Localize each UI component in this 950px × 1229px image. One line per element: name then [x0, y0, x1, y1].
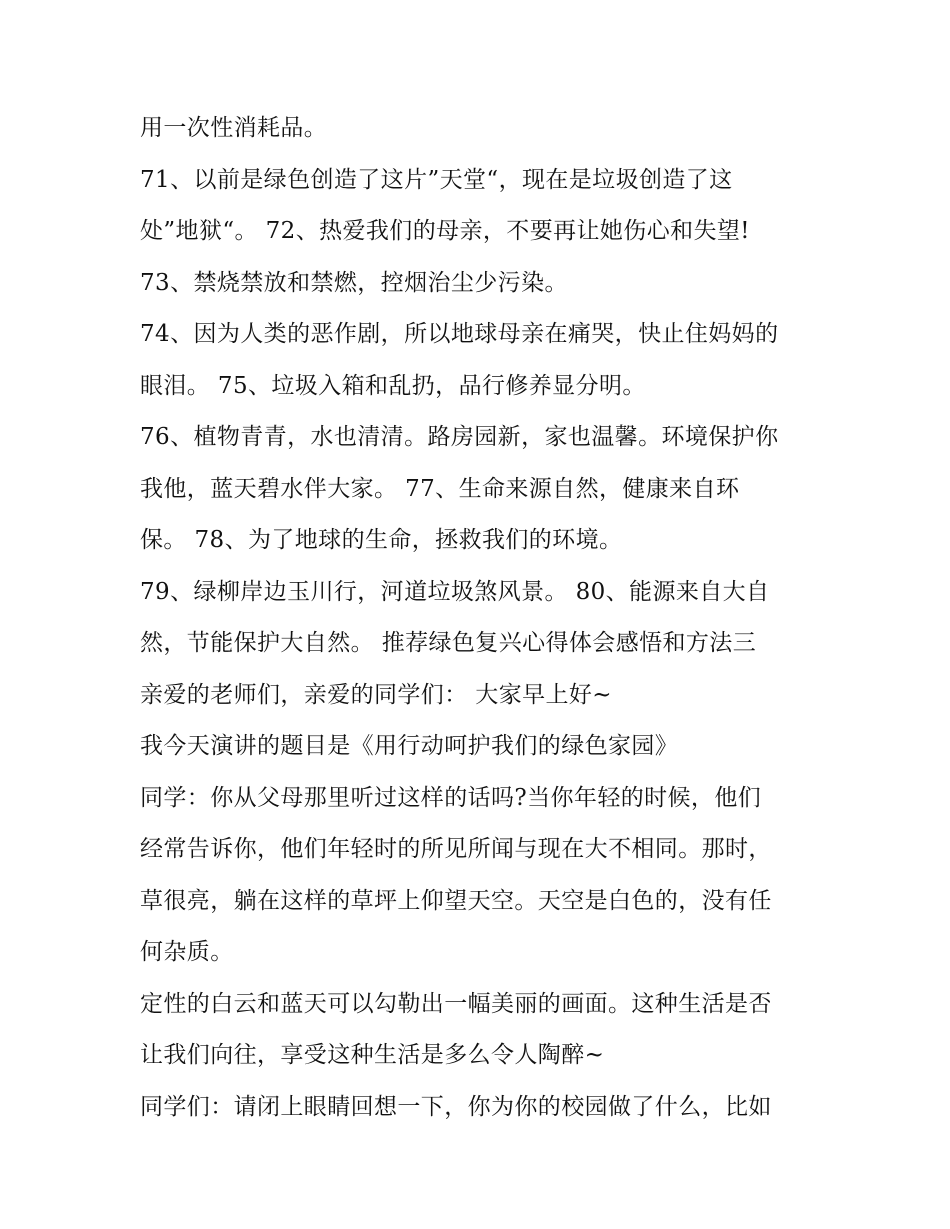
text-line: 亲爱的老师们，亲爱的同学们： 大家早上好~	[140, 681, 612, 708]
text-line: 处”地狱“。 72、热爱我们的母亲，不要再让她伤心和失望!	[140, 218, 750, 244]
text-line: 定性的白云和蓝天可以勾勒出一幅美丽的画面。这种生活是否	[140, 990, 772, 1017]
text-line: 经常告诉你，他们年轻时的所见所闻与现在大不相同。那时，	[140, 836, 772, 862]
text-line: 74、因为人类的恶作剧，所以地球母亲在痛哭，快止住妈妈的	[140, 321, 779, 347]
text-line: 草很亮，躺在这样的草坪上仰望天空。天空是白色的，没有任	[140, 887, 772, 914]
text-line: 同学：你从父母那里听过这样的话吗?当你年轻的时候，他们	[140, 784, 762, 811]
text-line: 用一次性消耗品。	[140, 115, 328, 141]
text-line: 73、禁烧禁放和禁燃，控烟治尘少污染。	[140, 269, 568, 296]
text-line: 然，节能保护大自然。 推荐绿色复兴心得体会感悟和方法三	[140, 630, 757, 656]
text-line: 我今天演讲的题目是《用行动呵护我们的绿色家园》	[140, 733, 679, 759]
body-text	[140, 106, 820, 1136]
text-line: 71、以前是绿色创造了这片”天堂“，现在是垃圾创造了这	[140, 166, 733, 193]
text-line: 让我们向往，享受这种生活是多么令人陶醉~	[140, 1042, 605, 1068]
text-line: 同学们：请闭上眼睛回想一下，你为你的校园做了什么，比如	[140, 1093, 772, 1120]
text-line: 76、植物青青，水也清清。路房园新，家也温馨。环境保护你	[140, 424, 779, 450]
text-line: 79、绿柳岸边玉川行，河道垃圾煞风景。 80、能源来自大自	[140, 578, 770, 605]
text-line: 眼泪。 75、垃圾入箱和乱扔，品行修养显分明。	[140, 372, 646, 399]
text-line: 我他，蓝天碧水伴大家。 77、生命来源自然，健康来自环	[140, 475, 740, 502]
text-line: 保。 78、为了地球的生命，拯救我们的环境。	[140, 527, 623, 553]
text-line: 何杂质。	[140, 939, 234, 965]
